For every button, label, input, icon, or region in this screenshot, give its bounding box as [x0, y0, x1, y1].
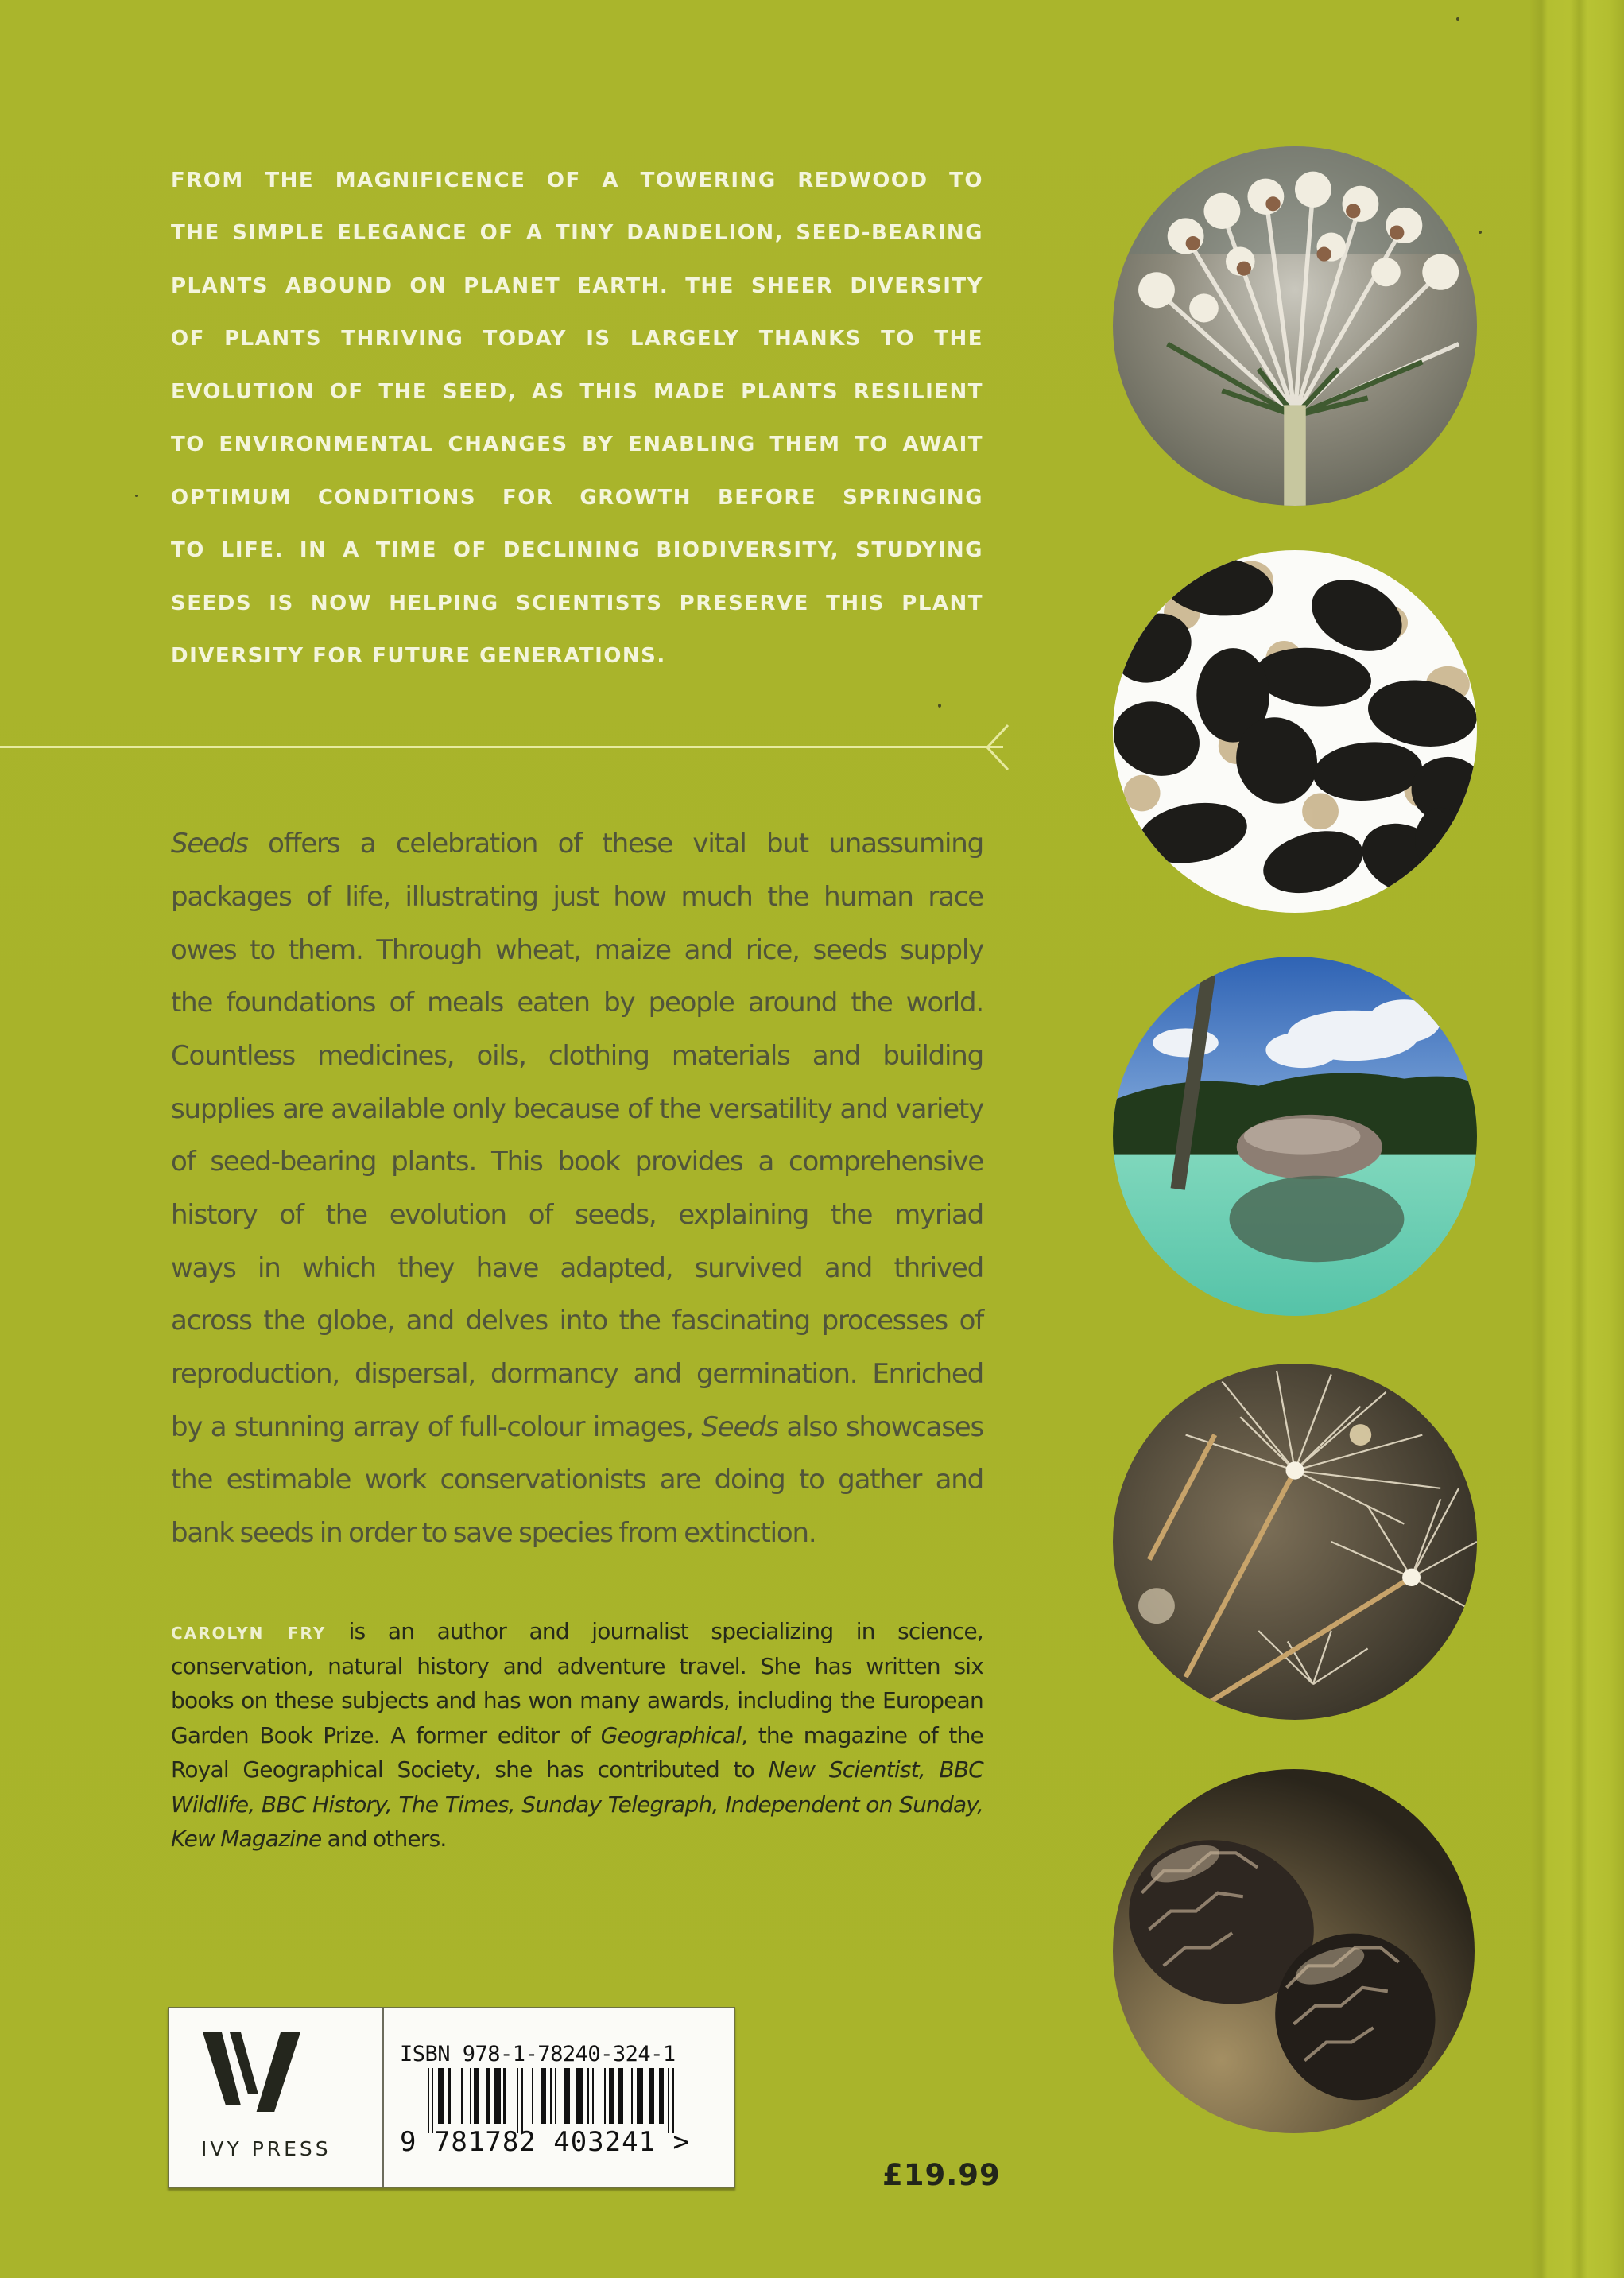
bio-line: conservation, natural history and adventure travel. She has written six	[171, 1653, 983, 1679]
chevron-left-icon	[984, 724, 1010, 771]
headline-line: OPTIMUM CONDITIONS FOR GROWTH BEFORE SPRINGING	[171, 486, 983, 510]
bio-line	[171, 1790, 983, 1820]
body-line: reproduction, dispersal, dormancy and germination. Enriched	[171, 1358, 983, 1390]
wild-carrot-seedhead-photo	[1113, 146, 1477, 506]
barcode-icon	[428, 2068, 678, 2133]
headline-line: TO ENVIRONMENTAL CHANGES BY ENABLING THEM TO AWAIT	[171, 433, 983, 456]
headline-line: FROM THE MAGNIFICENCE OF A TOWERING REDWOOD TO	[171, 169, 983, 192]
black-seeds-photo	[1113, 550, 1477, 913]
print-speck	[1479, 231, 1482, 234]
dandelion-seeds-photo	[1113, 1364, 1477, 1720]
headline-line: OF PLANTS THRIVING TODAY IS LARGELY THANKS TO THE	[171, 327, 983, 351]
body-line: owes to them. Through wheat, maize and rice, seeds supply	[171, 934, 983, 966]
publication-title: Wildlife, BBC History, The Times, Sunday Telegraph, Independent on Sunday,	[171, 1791, 983, 1818]
book-title-italic: Seeds	[171, 828, 248, 860]
body-text: by a stunning array of full-colour images,	[171, 1411, 702, 1443]
body-line	[171, 1409, 983, 1446]
bio-line	[171, 1616, 983, 1647]
print-speck	[135, 495, 138, 497]
price-label: £19.99	[882, 2158, 1001, 2192]
publication-title: New Scientist, BBC	[768, 1756, 983, 1783]
publisher-name: IVY PRESS	[201, 2137, 331, 2160]
body-line: ways in which they have adapted, survived and thrived	[171, 1252, 983, 1284]
headline-line: SEEDS IS NOW HELPING SCIENTISTS PRESERVE THIS PLANT	[171, 592, 983, 615]
bio-line	[171, 1755, 983, 1785]
textured-seeds-photo	[1113, 1769, 1475, 2133]
body-line: of seed-bearing plants. This book provides a comprehensive	[171, 1146, 983, 1178]
barcode-digits: 9 781782 403241 >	[400, 2126, 690, 2158]
book-spine-edge	[1530, 0, 1624, 2278]
bio-line	[171, 1824, 983, 1854]
bio-text: Royal Geographical Society, she has contributed to	[171, 1756, 769, 1783]
body-text: also showcases	[778, 1411, 983, 1443]
headline-line: TO LIFE. IN A TIME OF DECLINING BIODIVERSITY, STUDYING	[171, 538, 983, 562]
headline-line: EVOLUTION OF THE SEED, AS THIS MADE PLANTS RESILIENT	[171, 380, 983, 404]
body-line: history of the evolution of seeds, explaining the myriad	[171, 1199, 983, 1231]
bio-line: books on these subjects and has won many awards, including the European	[171, 1687, 983, 1713]
print-speck	[1456, 17, 1459, 21]
book-title-italic: Seeds	[701, 1411, 779, 1443]
body-line: packages of life, illustrating just how much the human race	[171, 881, 983, 913]
body-line	[171, 825, 983, 862]
divider-line	[0, 746, 1003, 748]
body-line: bank seeds in order to save species from extinction.	[171, 1517, 816, 1549]
print-speck	[938, 704, 941, 708]
body-line: across the globe, and delves into the fascinating processes of	[171, 1305, 983, 1337]
isbn-label: ISBN 978-1-78240-324-1	[400, 2042, 676, 2066]
publication-title: Geographical	[600, 1722, 742, 1748]
panel-divider	[382, 2008, 384, 2187]
bio-text: is an author and journalist specializing in science,	[326, 1618, 983, 1644]
bio-text: and others.	[321, 1826, 447, 1852]
bio-text: Garden Book Prize. A former editor of	[171, 1722, 601, 1748]
headline-line: THE SIMPLE ELEGANCE OF A TINY DANDELION, SEED-BEARING	[171, 221, 983, 245]
publication-title: Kew Magazine	[171, 1826, 322, 1852]
body-line: Countless medicines, oils, clothing materials and building	[171, 1040, 983, 1072]
body-line: the foundations of meals eaten by people around the world.	[171, 987, 983, 1019]
bio-text: , the magazine of the	[741, 1722, 983, 1748]
author-name: CAROLYN FRY	[171, 1624, 327, 1643]
body-text: offers a celebration of these vital but unassuming	[247, 828, 983, 860]
headline-line: DIVERSITY FOR FUTURE GENERATIONS.	[171, 644, 666, 668]
isbn-barcode-panel	[168, 2007, 735, 2188]
body-line: the estimable work conservationists are doing to gather and	[171, 1464, 983, 1496]
ivy-press-logo-icon	[201, 2032, 300, 2112]
body-line: supplies are available only because of the versatility and variety	[171, 1093, 983, 1125]
floating-coconut-photo	[1113, 957, 1477, 1316]
headline-line: PLANTS ABOUND ON PLANET EARTH. THE SHEER DIVERSITY	[171, 274, 983, 298]
bio-line	[171, 1721, 983, 1751]
